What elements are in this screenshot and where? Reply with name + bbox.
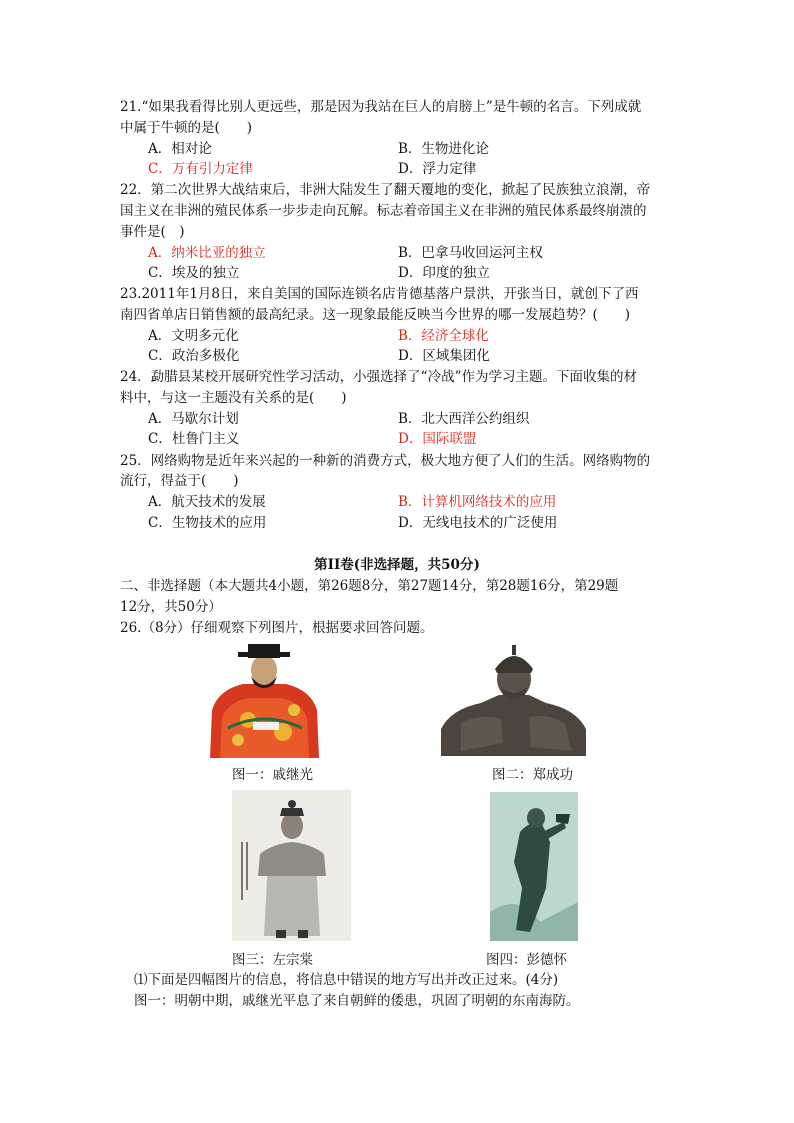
figure-1-portrait-image <box>208 640 321 758</box>
figure-2-caption: 图二：郑成功 <box>492 767 573 783</box>
q24-option-a: A．马歇尔计划 <box>148 411 239 427</box>
q24-option-d-answer: D．国际联盟 <box>398 431 477 447</box>
q26-figure-1-statement: 图一：明朝中期，戚继光平息了来自朝鲜的倭患，巩固了明朝的东南海防。 <box>134 993 580 1009</box>
q23-stem-line2: 南四省单店日销售额的最高纪录。这一现象最能反映当今世界的哪一发展趋势？( ) <box>120 307 631 323</box>
q22-option-b: B．巴拿马收回运河主权 <box>398 245 543 261</box>
figure-3-caption: 图三：左宗棠 <box>232 952 313 968</box>
q22-option-a-answer: A．纳米比亚的独立 <box>148 245 266 261</box>
q22-option-c: C．埃及的独立 <box>148 265 240 281</box>
q23-option-c: C．政治多极化 <box>148 348 240 364</box>
q24-stem-line1: 24．勐腊县某校开展研究性学习活动，小强选择了“冷战”作为学习主题。下面收集的材 <box>120 369 637 385</box>
figure-2-statue-image <box>441 643 586 756</box>
q25-option-a: A．航天技术的发展 <box>148 494 266 510</box>
q22-stem-line1: 22．第二次世界大战结束后，非洲大陆发生了翻天覆地的变化，掀起了民族独立浪潮，帝 <box>120 182 651 198</box>
figure-4-caption: 图四：彭德怀 <box>486 952 567 968</box>
q26-stem: 26.（8分）仔细观察下列图片，根据要求回答问题。 <box>120 620 434 636</box>
figure-3-portrait-image <box>232 790 351 941</box>
section-heading-line1: 二、非选择题（本大题共4小题，第26题8分，第27题14分，第28题16分，第29题 <box>120 578 619 594</box>
section-heading-line2: 12分，共50分） <box>120 599 222 615</box>
q22-option-d: D．印度的独立 <box>398 265 490 281</box>
q25-stem-line2: 流行，得益于( ) <box>120 473 239 489</box>
q26-subquestion-1: ⑴下面是四幅图片的信息，将信息中错误的地方写出并改正过来。(4分) <box>134 972 559 988</box>
q23-option-b-answer: B．经济全球化 <box>398 328 489 344</box>
figure-1-caption: 图一：戚继光 <box>232 767 313 783</box>
q23-option-a: A．文明多元化 <box>148 328 239 344</box>
q25-option-d: D．无线电技术的广泛使用 <box>398 515 558 531</box>
q23-stem-line1: 23.2011年1月8日，来自美国的国际连锁名店肯德基落户景洪，开张当日，就创下了西 <box>120 286 639 302</box>
q21-option-c-answer: C．万有引力定律 <box>148 161 253 177</box>
q25-option-c: C．生物技术的应用 <box>148 515 267 531</box>
q21-option-a: A．相对论 <box>148 141 212 157</box>
q25-option-b-answer: B．计算机网络技术的应用 <box>398 494 557 510</box>
q22-stem-line2: 国主义在非洲的殖民体系一步步走向瓦解。标志着帝国主义在非洲的殖民体系最终崩溃的 <box>120 203 647 219</box>
q21-option-b: B．生物进化论 <box>398 141 489 157</box>
q21-stem-line2: 中属于牛顿的是( ) <box>120 120 253 136</box>
q24-option-c: C．杜鲁门主义 <box>148 431 240 447</box>
q23-option-d: D．区域集团化 <box>398 348 490 364</box>
q25-stem-line1: 25．网络购物是近年来兴起的一种新的消费方式，极大地方便了人们的生活。网络购物的 <box>120 453 651 469</box>
q21-option-d: D．浮力定律 <box>398 161 477 177</box>
section-title: 第II卷(非选择题，共50分) <box>314 557 480 573</box>
q22-stem-line3: 事件是( ) <box>120 224 185 240</box>
q24-option-b: B．北大西洋公约组织 <box>398 411 530 427</box>
figure-4-photo-image <box>490 792 578 941</box>
q21-stem-line1: 21.“如果我看得比别人更远些，那是因为我站在巨人的肩膀上”是牛顿的名言。下列成就 <box>120 99 642 115</box>
q24-stem-line2: 料中，与这一主题没有关系的是( ) <box>120 390 347 406</box>
